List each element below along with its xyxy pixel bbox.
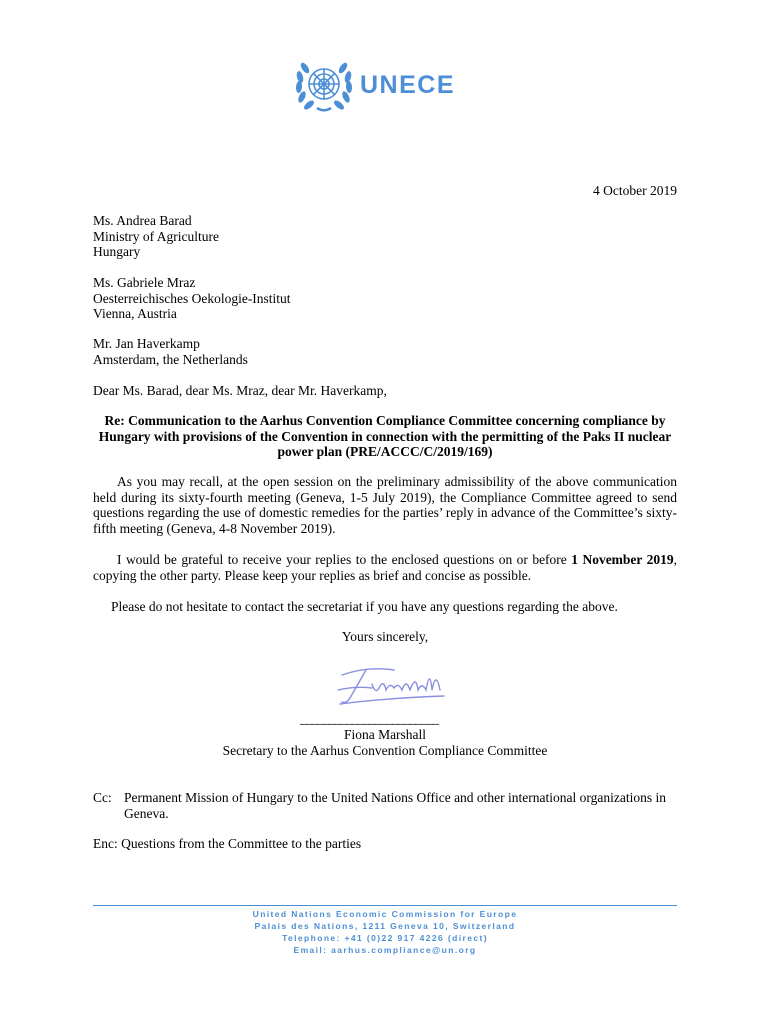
addressee-block-1	[93, 213, 219, 260]
paragraph-3: Please do not hesitate to contact the secretariat if you have any questions regarding the above.	[111, 599, 618, 614]
footer	[93, 908, 677, 956]
footer-divider	[93, 905, 677, 906]
un-emblem-icon	[290, 54, 358, 116]
addressee-line: Ms. Andrea Barad	[93, 213, 192, 228]
signer-title: Secretary to the Aarhus Convention Compliance Committee	[222, 743, 548, 758]
signer-name: Fiona Marshall	[343, 727, 427, 742]
reply-deadline: 1 November 2019	[571, 552, 674, 567]
addressee-line: Mr. Jan Haverkamp	[93, 336, 200, 351]
addressee-line: Oesterreichisches Oekologie-Institut	[93, 290, 291, 306]
addressee-line: Ms. Gabriele Mraz	[93, 275, 196, 290]
addressee-line: Vienna, Austria	[93, 306, 177, 321]
enclosure-note: Enc: Questions from the Committee to the parties	[93, 836, 362, 851]
unece-logo	[290, 54, 455, 116]
paragraph-2-text-end: , copying the other party. Please keep your replies as brief and concise as possible.	[93, 552, 677, 583]
paragraph-2	[93, 552, 677, 583]
cc-text: Permanent Mission of Hungary to the United Nations Office and other international organizations in Geneva.	[124, 790, 667, 821]
footer-email: Email: aarhus.compliance@un.org	[293, 945, 477, 955]
signature-line: ________________________	[300, 711, 438, 726]
footer-organization: United Nations Economic Commission for Europe	[252, 909, 518, 919]
cc-label: Cc:	[93, 790, 112, 805]
footer-telephone: Telephone: +41 (0)22 917 4226 (direct)	[282, 933, 488, 943]
paragraph-1: As you may recall, at the open session on the preliminary admissibility of the above communication held during its sixty-fourth meeting (Geneva, 1-5 July 2019), the Compliance Committee agreed to send questions regarding the use of domestic remedies for the parties’ reply in advance of the Committee’s sixty-fifth meeting (Geneva, 4-8 November 2019).	[93, 474, 677, 536]
closing: Yours sincerely,	[341, 629, 429, 644]
handwritten-signature	[336, 660, 451, 713]
subject-line: Re: Communication to the Aarhus Convention Compliance Committee concerning compliance by Hungary with provisions of the Convention in connection with the permitting of the Paks II nuclear power plan (PRE/ACCC/C/2019/169)	[98, 413, 672, 459]
salutation: Dear Ms. Barad, dear Ms. Mraz, dear Mr. Haverkamp,	[93, 383, 387, 398]
addressee-line: Amsterdam, the Netherlands	[93, 351, 248, 367]
addressee-line: Ministry of Agriculture	[93, 228, 219, 244]
footer-address: Palais des Nations, 1211 Geneva 10, Switzerland	[254, 921, 516, 931]
logo-text: UNECE	[360, 70, 456, 99]
paragraph-2-text: I would be grateful to receive your replies to the enclosed questions on or before	[117, 552, 572, 567]
addressee-block-2	[93, 275, 291, 322]
addressee-block-3	[93, 336, 248, 367]
addressee-line: Hungary	[93, 244, 141, 259]
letter-date: 4 October 2019	[593, 183, 677, 198]
